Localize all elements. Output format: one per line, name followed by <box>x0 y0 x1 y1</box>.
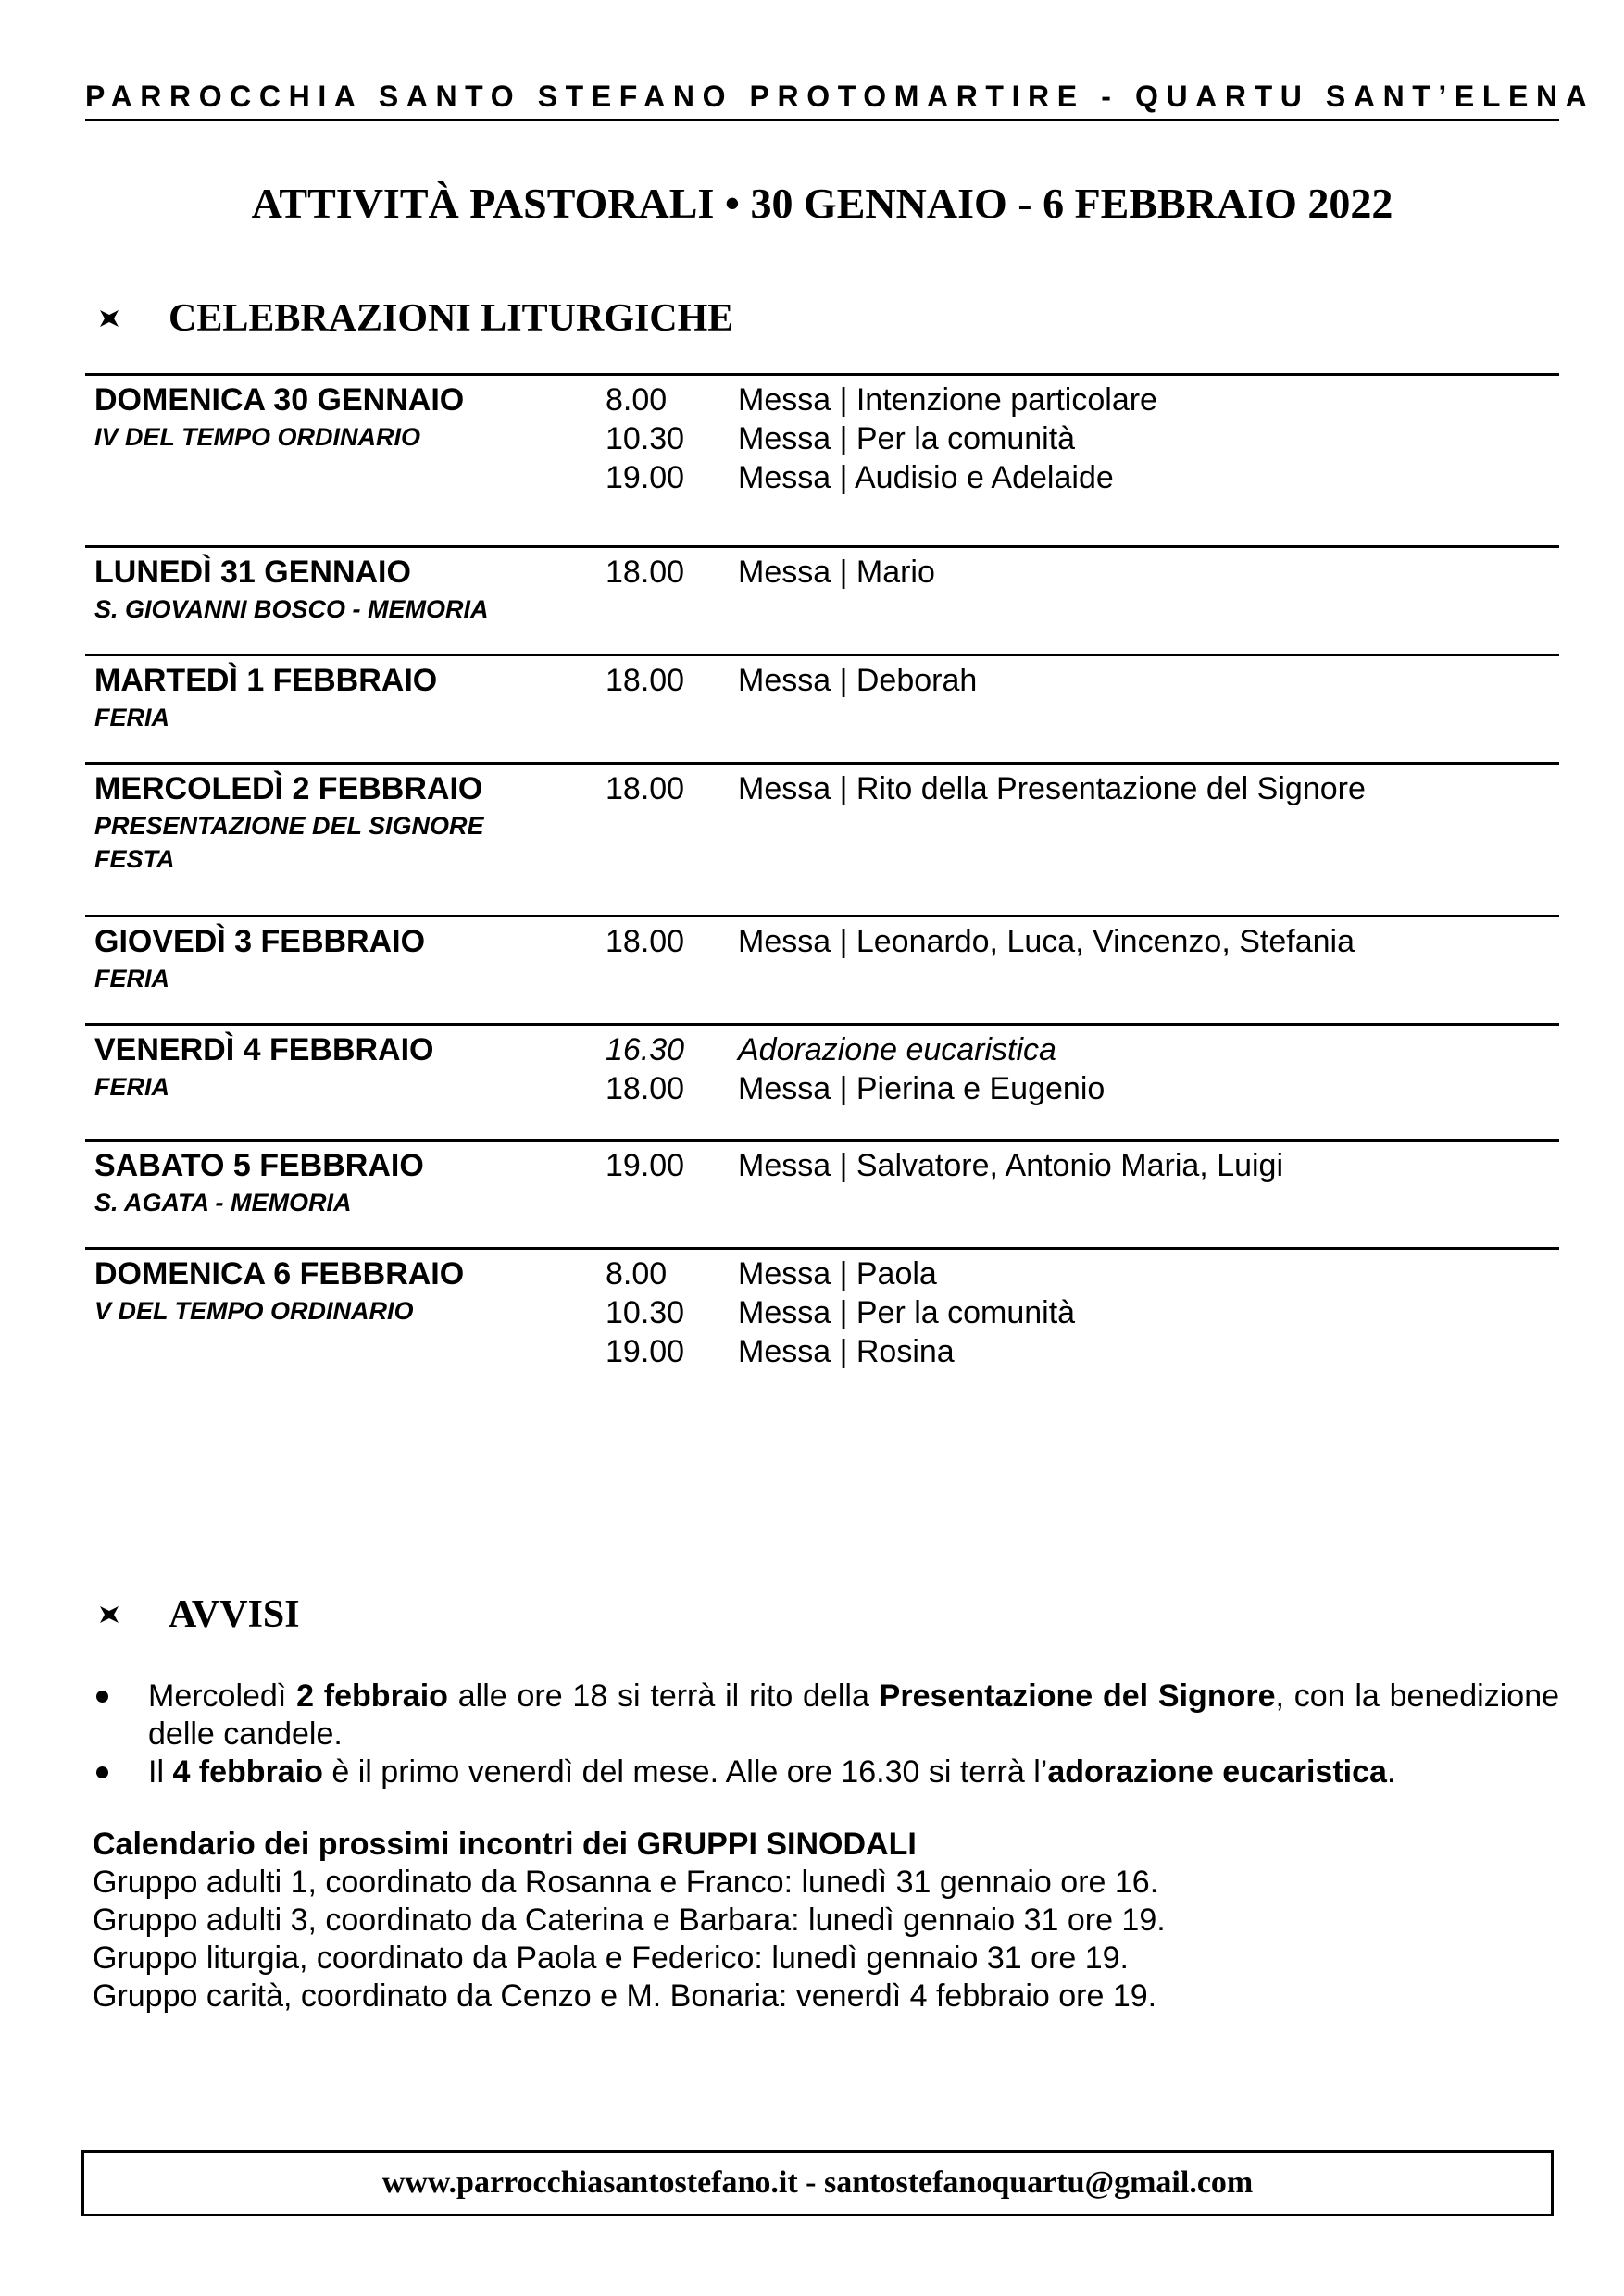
calendar-line: Gruppo adulti 1, coordinato da Rosanna e Franco: lunedì 31 gennaio ore 16. <box>93 1865 1159 1900</box>
schedule-day <box>85 373 1559 545</box>
day-name: LUNEDÌ 31 GENNAIO <box>94 555 411 590</box>
day-name: SABATO 5 FEBBRAIO <box>94 1148 424 1183</box>
bullet-dot <box>96 1766 108 1778</box>
entry-text: Adorazione eucaristica <box>738 1032 1056 1067</box>
entry-text: Messa | Salvatore, Antonio Maria, Luigi <box>738 1148 1284 1183</box>
day-liturgical-note: S. GIOVANNI BOSCO - MEMORIA <box>94 595 489 623</box>
star-icon <box>93 302 126 335</box>
day-entries <box>606 1146 1283 1185</box>
notice-text-bold: Presentazione del Signore <box>879 1678 1276 1714</box>
section-celebrations-heading <box>93 291 733 346</box>
notice-text-bold: 4 febbraio <box>172 1754 323 1790</box>
notice-item <box>93 1678 1559 1753</box>
entry-time: 16.30 <box>606 1032 685 1067</box>
notice-text-part: alle ore 18 si terrà il rito della <box>447 1678 880 1714</box>
day-entries <box>606 381 1157 497</box>
schedule-day <box>85 1139 1559 1247</box>
entry-text: Messa | Deborah <box>738 663 978 698</box>
schedule-entry <box>606 1293 1075 1332</box>
day-liturgical-note: PRESENTAZIONE DEL SIGNORE FESTA <box>94 812 484 873</box>
schedule-day <box>85 545 1559 654</box>
schedule-entry <box>606 1069 1105 1108</box>
day-entries <box>606 769 1366 808</box>
day-liturgical-note: S. AGATA - MEMORIA <box>94 1189 352 1217</box>
notices-list <box>93 1678 1559 1791</box>
schedule-entry <box>606 1030 1105 1069</box>
bullet-dot <box>96 1691 108 1703</box>
notice-text-part: Mercoledì <box>148 1678 297 1714</box>
footer-text: www.parrocchiasantostefano.it - santostefanoquartu@gmail.com <box>381 2165 1254 2200</box>
entry-time: 18.00 <box>606 663 685 698</box>
notice-text <box>148 1754 1395 1790</box>
star-icon <box>93 1598 126 1631</box>
day-liturgical-note: V DEL TEMPO ORDINARIO <box>94 1297 414 1325</box>
day-name: VENERDÌ 4 FEBBRAIO <box>94 1032 434 1067</box>
day-entries <box>606 661 977 700</box>
schedule-entry <box>606 922 1355 961</box>
footer-contacts <box>81 2150 1554 2216</box>
parish-name: PARROCCHIA SANTO STEFANO PROTOMARTIRE - QUARTU SANT’ELENA <box>85 80 1595 113</box>
entry-text: Messa | Pierina e Eugenio <box>738 1071 1106 1106</box>
schedule-day <box>85 654 1559 762</box>
notice-text-part: è il primo venerdì del mese. Alle ore 16.30 si terrà l’ <box>322 1754 1048 1790</box>
section-title: CELEBRAZIONI LITURGICHE <box>169 297 734 340</box>
entry-text: Messa | Leonardo, Luca, Vincenzo, Stefania <box>738 924 1355 959</box>
day-name: MERCOLEDÌ 2 FEBBRAIO <box>94 771 483 806</box>
day-entries <box>606 553 935 592</box>
entry-text: Messa | Audisio e Adelaide <box>738 460 1114 495</box>
entry-time: 18.00 <box>606 555 685 590</box>
schedule-entry <box>606 661 977 700</box>
schedule-entry <box>606 769 1366 808</box>
page-title: ATTIVITÀ PASTORALI • 30 GENNAIO - 6 FEBBRAIO 2022 <box>251 180 1393 227</box>
schedule-entry <box>606 553 935 592</box>
notice-text-bold: 2 febbraio <box>296 1678 448 1714</box>
entry-text: Messa | Mario <box>738 555 935 590</box>
entry-time: 8.00 <box>606 382 668 418</box>
calendar-title: Calendario dei prossimi incontri dei GRUPPI SINODALI <box>93 1827 917 1862</box>
entry-time: 18.00 <box>606 1071 685 1106</box>
entry-time: 8.00 <box>606 1256 668 1292</box>
day-entries <box>606 1254 1075 1371</box>
schedule-entry <box>606 1332 1075 1371</box>
entry-text: Messa | Per la comunità <box>738 1295 1076 1330</box>
schedule-entry <box>606 1146 1283 1185</box>
entry-time: 19.00 <box>606 1148 685 1183</box>
notice-text-part: Il <box>148 1754 173 1790</box>
schedule-entry <box>606 458 1157 497</box>
entry-time: 10.30 <box>606 421 685 456</box>
entry-text: Messa | Paola <box>738 1256 937 1292</box>
day-entries <box>606 1030 1105 1108</box>
notice-text-part: , con la benedizione delle candele. <box>148 1678 1560 1752</box>
entry-time: 19.00 <box>606 460 685 495</box>
calendar-line: Gruppo liturgia, coordinato da Paola e Federico: lunedì gennaio 31 ore 19. <box>93 1940 1129 1976</box>
calendar-line: Gruppo carità, coordinato da Cenzo e M. Bonaria: venerdì 4 febbraio ore 19. <box>93 1978 1157 2014</box>
calendar-line: Gruppo adulti 3, coordinato da Caterina e Barbara: lunedì gennaio 31 ore 19. <box>93 1903 1166 1938</box>
synod-groups-calendar <box>93 1826 1559 2015</box>
entry-text: Messa | Intenzione particolare <box>738 382 1157 418</box>
notice-text <box>148 1678 1559 1752</box>
schedule-entry <box>606 419 1157 458</box>
day-liturgical-note: IV DEL TEMPO ORDINARIO <box>94 423 421 451</box>
day-liturgical-note: FERIA <box>94 965 169 992</box>
day-entries <box>606 922 1355 961</box>
day-name: GIOVEDÌ 3 FEBBRAIO <box>94 924 426 959</box>
entry-time: 18.00 <box>606 924 685 959</box>
entry-time: 19.00 <box>606 1334 685 1369</box>
day-name: MARTEDÌ 1 FEBBRAIO <box>94 663 438 698</box>
day-name: DOMENICA 6 FEBBRAIO <box>94 1256 465 1292</box>
notice-text-part: . <box>1386 1754 1396 1790</box>
schedule-entry <box>606 381 1157 419</box>
day-name: DOMENICA 30 GENNAIO <box>94 382 465 418</box>
notice-text-bold: adorazione eucaristica <box>1047 1754 1387 1790</box>
schedule-entry <box>606 1254 1075 1293</box>
day-liturgical-note: FERIA <box>94 1073 169 1101</box>
header-divider <box>85 119 1559 121</box>
entry-text: Messa | Rosina <box>738 1334 955 1369</box>
entry-text: Messa | Per la comunità <box>738 421 1076 456</box>
schedule-day <box>85 1247 1559 1386</box>
schedule-day <box>85 915 1559 1023</box>
schedule-day <box>85 1023 1559 1139</box>
day-liturgical-note: FERIA <box>94 704 169 731</box>
liturgical-schedule <box>85 373 1559 1386</box>
entry-time: 18.00 <box>606 771 685 806</box>
entry-text: Messa | Rito della Presentazione del Signore <box>738 771 1366 806</box>
section-title: AVVISI <box>169 1593 300 1636</box>
schedule-day <box>85 762 1559 915</box>
entry-time: 10.30 <box>606 1295 685 1330</box>
notice-item <box>93 1753 1559 1791</box>
section-notices-heading <box>93 1587 300 1642</box>
